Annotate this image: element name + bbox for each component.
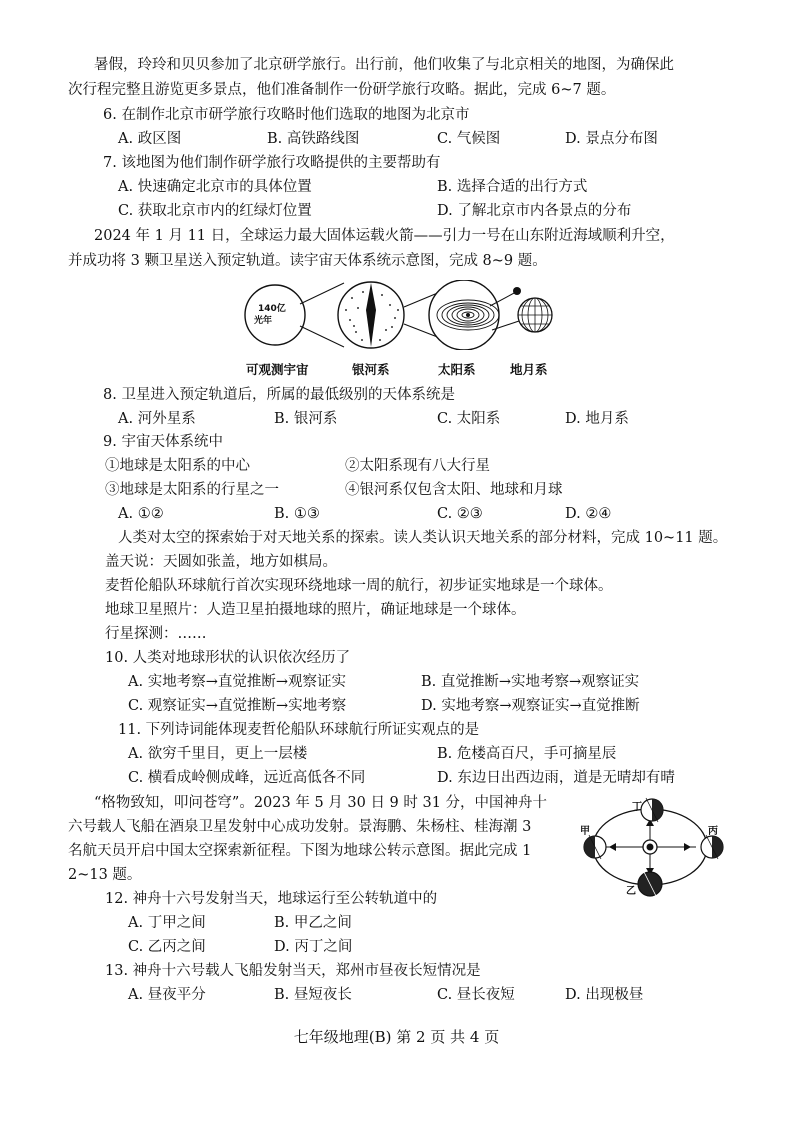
statement-3: ③地球是太阳系的行星之一 [105,482,279,498]
question-12-stem: 12. 神舟十六号发射当天，地球运行至公转轨道中的 [105,891,438,907]
question-10-stem: 10. 人类对地球形状的认识依次经历了 [105,650,351,666]
option-d: D. 出现极昼 [565,987,644,1003]
option-c: C. 观察证实→直觉推断→实地考察 [128,698,347,714]
earth-revolution-figure [580,790,730,900]
option-b: B. 高铁路线图 [267,131,360,147]
caption-observable-universe: 可观测宇宙 [246,362,309,377]
moon-icon [513,287,521,295]
option-a: A. 昼夜平分 [128,987,206,1003]
celestial-systems-figure [240,280,560,350]
statement-1: ①地球是太阳系的中心 [105,458,250,474]
observable-universe-circle [245,285,305,345]
option-b: B. 危楼高百尺，手可摘星辰 [437,746,617,762]
sun-icon [466,313,470,317]
arrow-left-icon [609,843,616,851]
circle-label-2: 光年 [254,316,273,326]
passage-4-line-4: 2~13 题。 [68,867,142,883]
label-ding: 丁 [632,802,642,813]
passage-4-line-3: 名航天员开启中国太空探索新征程。下图为地球公转示意图。据此完成 1 [68,843,532,859]
option-b: B. 直觉推断→实地考察→观察证实 [421,674,640,690]
option-d: D. ②④ [565,506,612,522]
passage-3-line-3: 麦哲伦船队环球航行首次实现环绕地球一周的航行，初步证实地球是一个球体。 [105,578,613,594]
label-jia: 甲 [580,826,590,837]
question-8-stem: 8. 卫星进入预定轨道后，所属的最低级别的天体系统是 [103,387,455,403]
question-6-stem: 6. 在制作北京市研学旅行攻略时他们选取的地图为北京市 [103,107,470,123]
option-a: A. ①② [118,506,164,522]
passage-4-line-1: “格物致知，叩问苍穹”。2023 年 5 月 30 日 9 时 31 分，中国神舟十 [94,795,548,811]
passage-4-line-2: 六号载人飞船在酒泉卫星发射中心成功发射。景海鹏、朱杨柱、桂海潮 3 [68,819,532,835]
solar-system-circle [429,280,499,350]
option-a: A. 政区图 [118,131,182,147]
option-c: C. 乙丙之间 [128,939,206,955]
question-13-stem: 13. 神舟十六号载人飞船发射当天，郑州市昼夜长短情况是 [105,963,481,979]
question-7-stem: 7. 该地图为他们制作研学旅行攻略提供的主要帮助有 [103,155,441,171]
statement-2: ②太阳系现有八大行星 [345,458,490,474]
connector-line [300,326,344,347]
page-footer: 七年级地理(B) 第 2 页 共 4 页 [293,1028,500,1046]
option-d: D. 了解北京市内各景点的分布 [437,203,632,219]
connector-line [300,283,344,304]
option-c: C. 横看成岭侧成峰，远近高低各不同 [128,770,366,786]
option-a: A. 丁甲之间 [128,915,206,931]
passage-3-line-5: 行星探测：…… [105,626,207,642]
caption-milky-way: 银河系 [352,362,390,377]
passage-3-line-2: 盖天说：天圆如张盖，地方如棋局。 [105,554,337,570]
option-a: A. 实地考察→直觉推断→观察证实 [128,674,346,690]
question-9-stem: 9. 宇宙天体系统中 [103,434,223,450]
caption-solar-system: 太阳系 [438,362,476,377]
option-d: D. 实地考察→观察证实→直觉推断 [421,698,640,714]
question-11-stem: 11. 下列诗词能体现麦哲伦船队环球航行所证实观点的是 [118,722,480,738]
passage-1-line-1: 暑假，玲玲和贝贝参加了北京研学旅行。出行前，他们收集了与北京相关的地图，为确保此 [94,57,674,73]
option-b: B. 银河系 [274,411,338,427]
option-c: C. 获取北京市内的红绿灯位置 [118,203,312,219]
option-c: C. 昼长夜短 [437,987,515,1003]
option-b: B. ①③ [274,506,320,522]
caption-earth-moon: 地月系 [510,362,548,377]
option-a: A. 欲穷千里目，更上一层楼 [128,746,308,762]
circle-label-1: 140亿 [258,304,286,314]
option-c: C. 气候图 [437,131,501,147]
statement-4: ④银河系仅包含太阳、地球和月球 [345,482,563,498]
option-b: B. 选择合适的出行方式 [437,179,588,195]
label-yi: 乙 [626,886,636,897]
label-bing: 丙 [708,826,718,837]
option-a: A. 快速确定北京市的具体位置 [118,179,312,195]
passage-1-line-2: 次行程完整且游览更多景点，他们准备制作一份研学旅行攻略。据此，完成 6~7 题。 [68,82,616,98]
passage-3-line-4: 地球卫星照片：人造卫星拍摄地球的照片，确证地球是一个球体。 [105,602,526,618]
option-a: A. 河外星系 [118,411,196,427]
option-d: D. 地月系 [565,411,629,427]
passage-2-line-2: 并成功将 3 颗卫星送入预定轨道。读宇宙天体系统示意图，完成 8~9 题。 [68,253,547,269]
option-d: D. 景点分布图 [565,131,658,147]
option-c: C. 太阳系 [437,411,501,427]
passage-3-line-1: 人类对太空的探索始于对天地关系的探索。读人类认识天地关系的部分材料，完成 10~11 题。 [118,530,728,546]
option-b: B. 昼短夜长 [274,987,352,1003]
option-b: B. 甲乙之间 [274,915,352,931]
arrow-right-icon [684,843,691,851]
option-d: D. 丙丁之间 [274,939,353,955]
passage-2-line-1: 2024 年 1 月 11 日，全球运力最大固体运载火箭——引力一号在山东附近海域顺利升空， [94,228,675,244]
option-d: D. 东边日出西边雨，道是无晴却有晴 [437,770,675,786]
option-c: C. ②③ [437,506,483,522]
